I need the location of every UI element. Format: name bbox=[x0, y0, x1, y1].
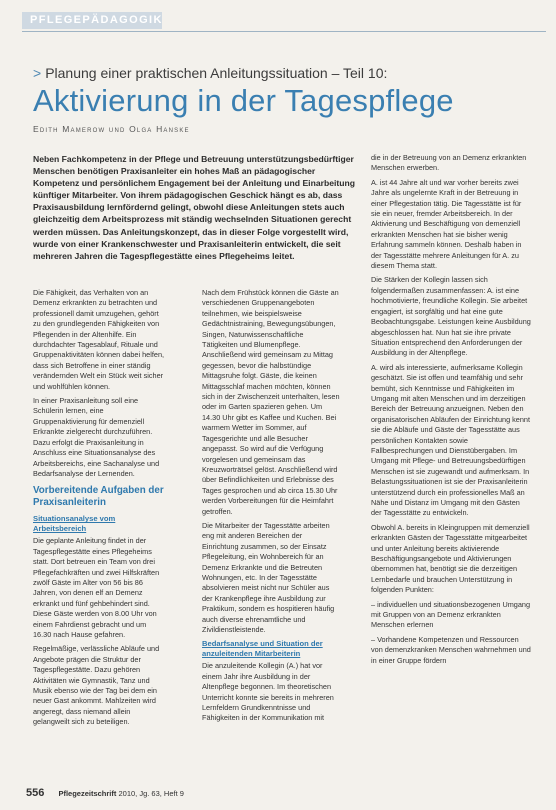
list-item: – Vorhandene Kompetenzen und Ressourcen von demenzkranken Menschen wahrnehmen und in einer Gruppe fördern bbox=[371, 634, 531, 665]
subsection-heading: Situationsanalyse vom Arbeitsbereich bbox=[33, 514, 116, 534]
paragraph: die in der Betreuung von an Demenz erkrankten Menschen erwerben. bbox=[371, 153, 527, 173]
page-number: 556 bbox=[26, 787, 45, 799]
column-1 bbox=[33, 288, 165, 732]
list-item: – individuellen und situationsbezogenen Umgang mit Gruppen von an Demenz erkrankten Menschen erlernen bbox=[371, 599, 531, 630]
section-divider bbox=[22, 31, 546, 32]
paragraph: A. ist 44 Jahre alt und war vorher bereits zwei Jahre als ungelernte Kraft in der Betreuung in einer Pflegestation tätig. Die Tagesstätte ist für sie ein neuer, fremder Arbeitsbereich. In der Aktivierung und Beschäftigung von demenziell erkrankten Menschen hat sie bisher wenig Erfahrung sammeln können. Deshalb haben in der Tagesstätte mehrere Anleitungen für A. zu diesem Thema statt. bbox=[371, 177, 522, 271]
paragraph: Obwohl A. bereits in Kleingruppen mit demenziell erkrankten Gästen der Tagesstätte mitgearbeitet und unter Anleitung bereits aktivierende Beschäftigungsangebote und Aktivierungen übernommen hat, benötigt sie die derzeitigen Lernbedarfe und brauchen Unterstützung in folgenden Punkten: bbox=[371, 522, 530, 595]
paragraph: Die geplante Anleitung findet in der Tagespflegestätte eines Pflegeheims statt. Dort betreuen ein Team von drei Pflegefachkräften und zwei Hilfskräften zwölf Gäste im Alter von 56 bis 86 Jahren, von denen elf an Demenz erkrankt und fünf gehbehindert sind. Diese Gäste werden von 8.00 Uhr von einem Fahrdienst gebracht und um 16.30 nach Hause gefahren. bbox=[33, 536, 160, 639]
column-2 bbox=[202, 288, 340, 728]
section-heading: Vorbereitende Aufgaben der Praxisanleiterin bbox=[33, 485, 164, 509]
paragraph: Nach dem Frühstück können die Gäste an verschiedenen Gruppenangeboten teilnehmen, wie beispielsweise Gedächtnistraining, Bewegungsübungen, Singen, Naturwissenschaftliche Tätigkeiten und Blumenpflege. Anschließend wird gemeinsam zu Mittag gegessen, bevor die halbstündige Mittagsruhe folgt. Gäste, die keinen Mittagsschlaf machen möchten, können sich in der Zwischenzeit unterhalten, lesen oder im Garten spazieren gehen. Um 14.30 Uhr gibt es Kaffee und Kuchen. Bei warmem Wetter im Sommer, auf Tagesgerichte und alle Besucher angepasst. So wird auf die Verfügung vorgelesen und gemeinsam das Kreuzworträtsel gelöst. Anschließend wird über Befindlichkeiten und Erlebnisse des Tages gesprochen und ab circa 15.30 Uhr werden Vorbereitungen für die Heimfahrt getroffen. bbox=[202, 288, 340, 516]
article-title: Aktivierung in der Tagespflege bbox=[33, 83, 454, 118]
subsection-heading: Bedarfsanalyse und Situation der anzuleitenden Mitarbeiterin bbox=[202, 639, 323, 659]
kicker-text: Planung einer praktischen Anleitungssituation – Teil 10: bbox=[45, 65, 388, 81]
journal-name: Pflegezeitschrift bbox=[58, 789, 117, 798]
article-lead: Neben Fachkompetenz in der Pflege und Betreuung unterstützungsbedürftiger Menschen benötigen Praxisanleiter ein hohes Maß an pädagogischer Kompetenz und persönlichem Engagement bei der Anleitung und Einarbeitung künftiger Mitarbeiter. Von ihrem pädagogischen Geschick hängt es ab, dass Praxisausbildung lernfördernd gelingt, obwohl diese Anleitungen stets auch gleichzeitig dem Arbeitsprozess mit ständig wechselnden Situationen gerecht werden müssen. Das Anleitungskonzept, das in dieser Folge vorgestellt wird, wurde von einer Krankenschwester und Praxisanleiterin entwickelt, die seit mehreren Jahren die Tagespflegestätte eines Pflegeheims leitet. bbox=[33, 154, 355, 261]
paragraph: Die Mitarbeiter der Tagesstätte arbeiten eng mit anderen Bereichen der Einrichtung zusammen, so der Einsatz Pflegeleitung, ein Wohnbereich für an Demenz Erkrankte und die Betreuten Wohnungen, etc. In der Tagesstätte absolvieren meist nicht nur Schüler aus der Krankenpflege ihre Ausbildung zur Praktikum, sondern es hospitieren häufig auch diverse ehrenamtliche und Zivildienstleistende. bbox=[202, 520, 335, 634]
paragraph: Die Fähigkeit, das Verhalten von an Demenz erkrankten zu betrachten und professionell damit umzugehen, gehört zu den grundlegenden Fähigkeiten von Pflegenden in der Altenhilfe. Ein durchdachter Tagesablauf, Rituale und Gruppenaktivitäten können dabei helfen, dass sich Betroffene in einer ständig verändernden Welt ein Stück weit sicher und wohlfühlen können. bbox=[33, 288, 165, 391]
article-authors: Edith Mamerow und Olga Hanske bbox=[33, 124, 190, 134]
article-kicker bbox=[33, 65, 387, 81]
paragraph: Regelmäßige, verlässliche Abläufe und Angebote prägen die Struktur der Tagespflegestätte. Dazu gehören Aktivitäten wie Gymnastik, Tanz und Musik ebenso wie der Tag bei dem ein neuer Gast ankommt. Mahlzeiten wird angeregt, dass niemand allein gelangweilt sich zu beteiligen. bbox=[33, 644, 160, 727]
paragraph: A. wird als interessierte, aufmerksame Kollegin geschätzt. Sie ist offen und teamfähig und sehr bemüht, sich Kenntnisse und Fähigkeiten im Umgang mit alten Menschen und im derzeitigen Bereich der Betreuung anzueignen. Neben den organisatorischen Abläufen der Einrichtung kennt sie die Abläufe und Gäste der Tagesstätte aus persönlichen Kontakten sowie Fallbesprechungen und Dienstübergaben. Im Umgang mit Pflege- und Betreuungsbedürftigen Menschen ist sie zugewandt und aufmerksam. In Belastungssituationen ist sie der Praxisanleiterin unterstützend durch ein professionelles Maß an Nähe und Distanz im Umgang mit den Gästen der Tagesstätte zu entwickeln. bbox=[371, 362, 531, 518]
paragraph: Die Stärken der Kollegin lassen sich folgendermaßen zusammenfassen: A. ist eine hochmotivierte, freundliche Kollegin. Sie arbeitet engagiert, ist sorgfältig und hat eine gute Beobachtungsgabe. Leistungen keine Ausbildung abgeschlossen hat. Nun hat sie ihre private Situation entsprechend den Anforderungen der Ausbildung in der Altenpflege. bbox=[371, 275, 531, 358]
kicker-arrow-icon: > bbox=[33, 65, 42, 81]
section-tag: PFLEGEPÄDAGOGIK bbox=[22, 12, 162, 29]
paragraph: In einer Praxisanleitung soll eine Schülerin lernen, eine Gruppenaktivierung für demenziell Erkrankte zielgerecht durchzuführen. Dazu erfolgt die Praxisanleitung in Anschluss eine Situationsanalyse des Arbeitsbereichs, eine Sachanalyse und Bedarfsanalyse der Lernenden. bbox=[33, 396, 160, 478]
paragraph: Die anzuleitende Kollegin (A.) hat vor einem Jahr ihre Ausbildung in der Altenpflege begonnen. Im theoretischen Unterricht konnte sie bereits in mehreren Lernfeldern Grundkenntnisse und Fähigkeiten in der Kommunikation mit bbox=[202, 661, 334, 723]
page-footer bbox=[26, 787, 184, 799]
issue-info: 2010, Jg. 63, Heft 9 bbox=[118, 789, 184, 798]
column-3 bbox=[371, 153, 531, 670]
